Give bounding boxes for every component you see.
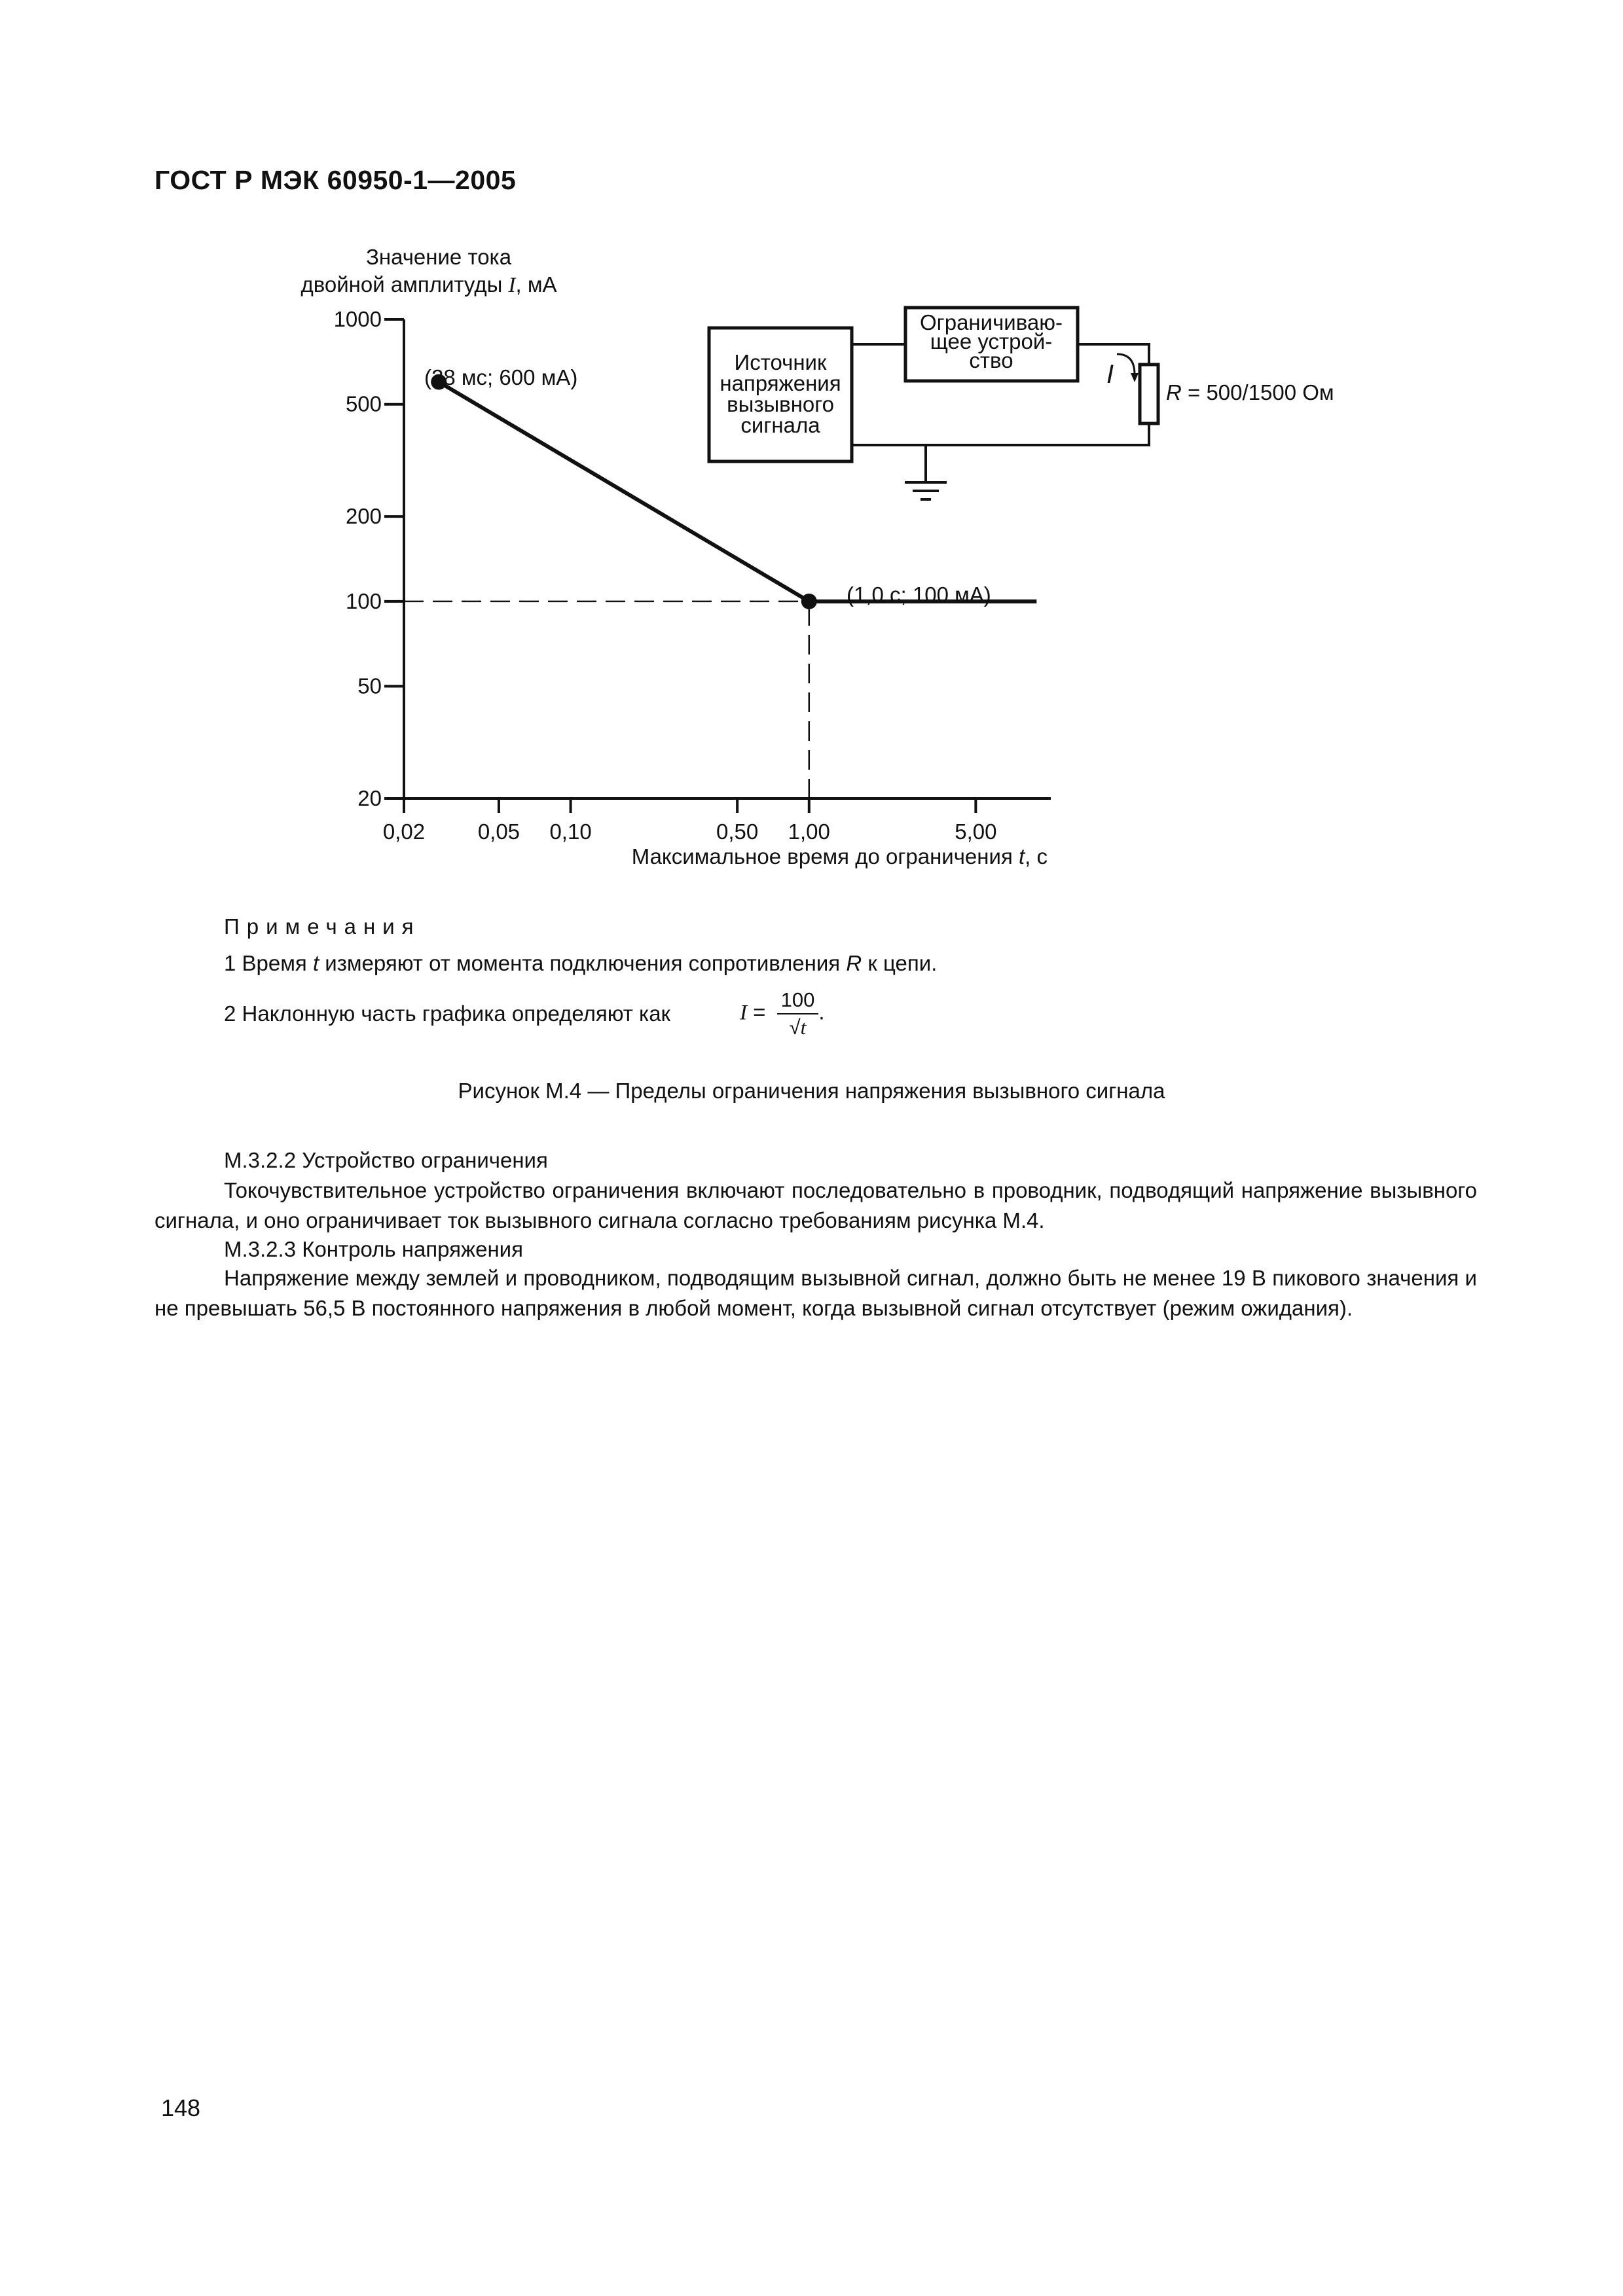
source-label-line1: Источник: [734, 350, 827, 374]
y-axis-title-line2: двойной амплитуды I, мА: [301, 272, 557, 297]
x-tick-label: 5,00: [955, 819, 997, 844]
y-tick-label: 100: [345, 588, 382, 613]
y-tick-label: 50: [357, 673, 382, 698]
x-tick-label: 1,00: [788, 819, 830, 844]
section-heading-m3-2-3: М.3.2.3 Контроль напряжения: [224, 1237, 523, 1261]
point-label-1s: (1,0 с; 100 мА): [847, 583, 991, 607]
source-label-line2: напряжения: [720, 371, 841, 395]
current-arrow: [1117, 354, 1135, 374]
point-label-28ms: (28 мс; 600 мА): [424, 365, 578, 389]
limiter-label-line3: ство: [969, 348, 1013, 372]
slope-formula: I = $\frac{100}{√t}$ .: [740, 988, 825, 1039]
page-number: 148: [161, 2094, 201, 2121]
x-tick-label: 0,10: [549, 819, 592, 844]
data-point-1s: [801, 594, 817, 609]
x-tick-label: 0,50: [716, 819, 759, 844]
current-arrowhead: [1131, 373, 1139, 382]
section-text-m3-2-3: Напряжение между землей и проводником, подводящим вызывной сигнал, должно быть не менее 19 В пикового значения и не превышать 56,5 В постоянного напряжения в любой момент, когда вызывной сигнал отсутствует (режим ожидания).: [155, 1266, 1477, 1320]
resistor-symbol: [1140, 365, 1158, 423]
limiter-label-line1: Ограничиваю-: [920, 310, 1063, 334]
y-ticks: [334, 307, 404, 810]
note-1: 1 Время t измеряют от момента подключения сопротивления R к цепи.: [224, 951, 938, 975]
note-2: 2 Наклонную часть графика определяют как: [224, 1001, 670, 1026]
y-tick-label: 1000: [333, 307, 382, 331]
x-ticks: [383, 798, 997, 844]
current-symbol: I: [1106, 360, 1114, 389]
standard-header: ГОСТ Р МЭК 60950-1—2005: [155, 165, 517, 195]
circuit-diagram: [709, 308, 1334, 499]
limiter-label-line2: щее устрой-: [930, 329, 1053, 353]
y-tick-label: 20: [357, 786, 382, 810]
section-text-m3-2-2: Токочувствительное устройство ограничения включают последовательно в проводник, подводящий напряжение вызывного сигнала, и оно ограничивает ток вызывного сигнала согласно требованиям рисунка М.4.: [155, 1178, 1477, 1232]
notes-heading: Примечания: [224, 914, 421, 939]
x-tick-label: 0,05: [477, 819, 520, 844]
x-axis-title: Максимальное время до ограничения t, с: [631, 844, 1048, 869]
source-label-line4: сигнала: [740, 413, 820, 437]
figure-caption: Рисунок М.4 — Пределы ограничения напряжения вызывного сигнала: [458, 1079, 1165, 1103]
source-label-line3: вызывного: [727, 392, 834, 416]
y-tick-label: 500: [345, 391, 382, 416]
resistor-label: R = 500/1500 Ом: [1166, 380, 1334, 404]
section-heading-m3-2-2: М.3.2.2 Устройство ограничения: [224, 1148, 548, 1172]
y-axis-title-line1: Значение тока: [365, 245, 512, 269]
y-tick-label: 200: [345, 504, 382, 529]
x-tick-label: 0,02: [382, 819, 426, 844]
wire-return: [852, 423, 1149, 445]
figure-m4: [0, 0, 1623, 890]
